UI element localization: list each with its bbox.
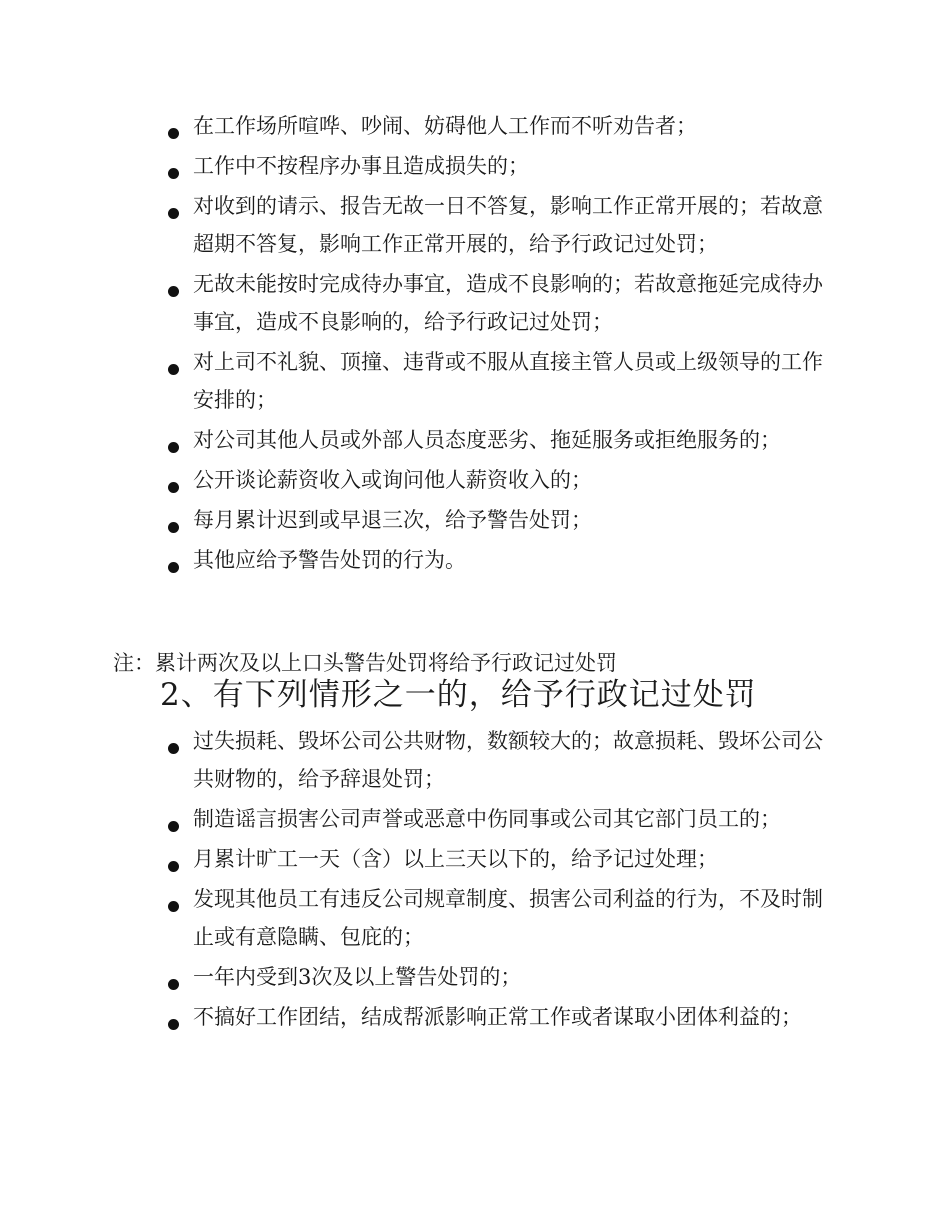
bullet-icon: [168, 1019, 179, 1030]
bullet-icon: [168, 562, 179, 573]
list-item-text: 月累计旷工一天（含）以上三天以下的，给予记过处理；: [193, 847, 718, 871]
list-item: [0, 501, 950, 539]
list-item-text: 在工作场所喧哗、吵闹、妨碍他人工作而不听劝告者；: [193, 114, 697, 138]
bullet-icon: [168, 821, 179, 832]
bullet-icon: [168, 901, 179, 912]
list-item: [0, 147, 950, 185]
list-item: [0, 880, 950, 956]
list-item: [0, 421, 950, 459]
note-text: 注：累计两次及以上口头警告处罚将给予行政记过处罚: [113, 651, 617, 675]
list-item-text: 一年内受到3次及以上警告处罚的；: [193, 965, 522, 989]
list-item: [0, 343, 950, 419]
list-item: [0, 722, 950, 798]
list-item-text: 发现其他员工有违反公司规章制度、损害公司利益的行为，不及时制止或有意隐瞒、包庇的；: [193, 887, 823, 949]
bullet-icon: [168, 482, 179, 493]
demerit-offense-list: [0, 722, 950, 1036]
list-item: [0, 958, 950, 996]
bullet-icon: [168, 522, 179, 533]
list-item-text: 对公司其他人员或外部人员态度恶劣、拖延服务或拒绝服务的；: [193, 428, 781, 452]
bullet-icon: [168, 208, 179, 219]
bullet-icon: [168, 286, 179, 297]
list-item: [0, 840, 950, 878]
list-item: [0, 998, 950, 1036]
list-item-text: 公开谈论薪资收入或询问他人薪资收入的；: [193, 468, 592, 492]
list-item: [0, 800, 950, 838]
bullet-icon: [168, 979, 179, 990]
list-item-text: 制造谣言损害公司声誉或恶意中伤同事或公司其它部门员工的；: [193, 807, 781, 831]
bullet-icon: [168, 168, 179, 179]
list-item-text: 工作中不按程序办事且造成损失的；: [193, 154, 529, 178]
list-item: [0, 461, 950, 499]
bullet-icon: [168, 743, 179, 754]
list-item: [0, 107, 950, 145]
warning-offense-list: [0, 107, 950, 579]
list-item: [0, 265, 950, 341]
list-item-text: 对上司不礼貌、顶撞、违背或不服从直接主管人员或上级领导的工作安排的；: [193, 350, 823, 412]
bullet-icon: [168, 442, 179, 453]
list-item-text: 每月累计迟到或早退三次，给予警告处罚；: [193, 508, 592, 532]
list-item-text: 过失损耗、毁坏公司公共财物，数额较大的；故意损耗、毁坏公司公共财物的，给予辞退处罚；: [193, 729, 823, 791]
list-item: [0, 541, 950, 579]
list-item-text: 不搞好工作团结，结成帮派影响正常工作或者谋取小团体利益的；: [193, 1005, 802, 1029]
bullet-icon: [168, 128, 179, 139]
list-item: [0, 187, 950, 263]
list-item-text: 其他应给予警告处罚的行为。: [193, 548, 466, 572]
list-item-text: 对收到的请示、报告无故一日不答复，影响工作正常开展的；若故意超期不答复，影响工作正常开展的，给予行政记过处罚；: [193, 194, 823, 256]
bullet-icon: [168, 364, 179, 375]
bullet-icon: [168, 861, 179, 872]
list-item-text: 无故未能按时完成待办事宜，造成不良影响的；若故意拖延完成待办事宜，造成不良影响的，给予行政记过处罚；: [193, 272, 823, 334]
section-heading: 2、有下列情形之一的，给予行政记过处罚: [160, 677, 757, 713]
